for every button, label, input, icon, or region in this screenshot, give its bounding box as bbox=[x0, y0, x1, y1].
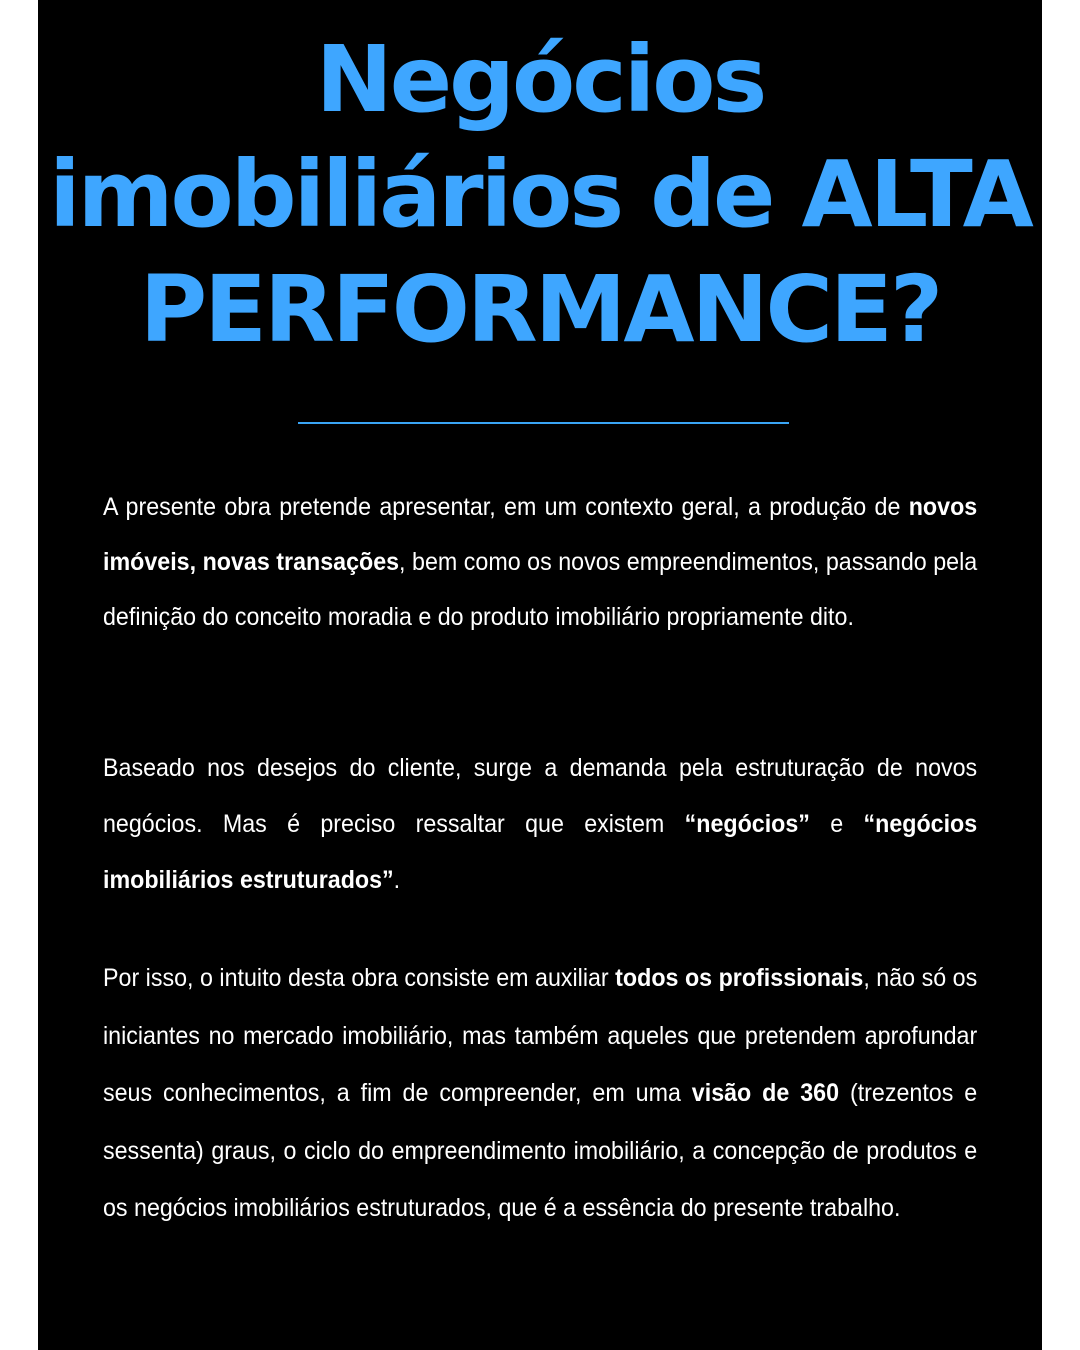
paragraph-3-text-2: , não só os iniciantes no mercado imobiliário, mas também aqueles que pretendem aprofundar seus conhecimentos, a fim de compreender, em uma bbox=[103, 964, 978, 1107]
paragraph-2 bbox=[103, 740, 977, 908]
paragraph-2-bold-1: “negócios” bbox=[684, 810, 810, 838]
paragraph-3-bold-2: visão de 360 bbox=[691, 1079, 840, 1107]
title-divider bbox=[298, 422, 789, 424]
title-line-1: Negócios bbox=[315, 26, 765, 133]
paragraph-3-bold-1: todos os profissionais bbox=[615, 964, 864, 992]
paragraph-1-text-2: , bem como os novos empreendimentos, passando pela definição do conceito moradia e do produto imobiliário propriamente dito. bbox=[103, 548, 978, 631]
paragraph-2-text-3: . bbox=[393, 866, 401, 894]
paragraph-1-text-1: A presente obra pretende apresentar, em um contexto geral, a produção de bbox=[103, 493, 909, 521]
paragraph-2-bold-2: “negócios imobiliários estruturados” bbox=[103, 810, 978, 894]
title-line-3: PERFORMANCE? bbox=[139, 256, 941, 363]
title-line-2: imobiliários de ALTA bbox=[49, 141, 1031, 248]
paragraph-2-text-2: e bbox=[809, 810, 864, 838]
paragraph-3-text-1: Por isso, o intuito desta obra consiste em auxiliar bbox=[103, 964, 616, 992]
paragraph-3 bbox=[103, 950, 977, 1238]
paragraph-1-bold-1: novos imóveis, novas transações bbox=[103, 493, 978, 576]
paragraph-3-text-3: (trezentos e sessenta) graus, o ciclo do empreendimento imobiliário, a concepção de produtos e os negócios imobiliários estruturados, que é a essência do presente trabalho. bbox=[103, 1079, 978, 1222]
page-title bbox=[38, 22, 1042, 367]
paragraph-1 bbox=[103, 480, 977, 645]
page bbox=[38, 0, 1042, 1350]
paragraph-2-text-1: Baseado nos desejos do cliente, surge a demanda pela estruturação de novos negócios. Mas é preciso ressaltar que existem bbox=[103, 754, 978, 838]
